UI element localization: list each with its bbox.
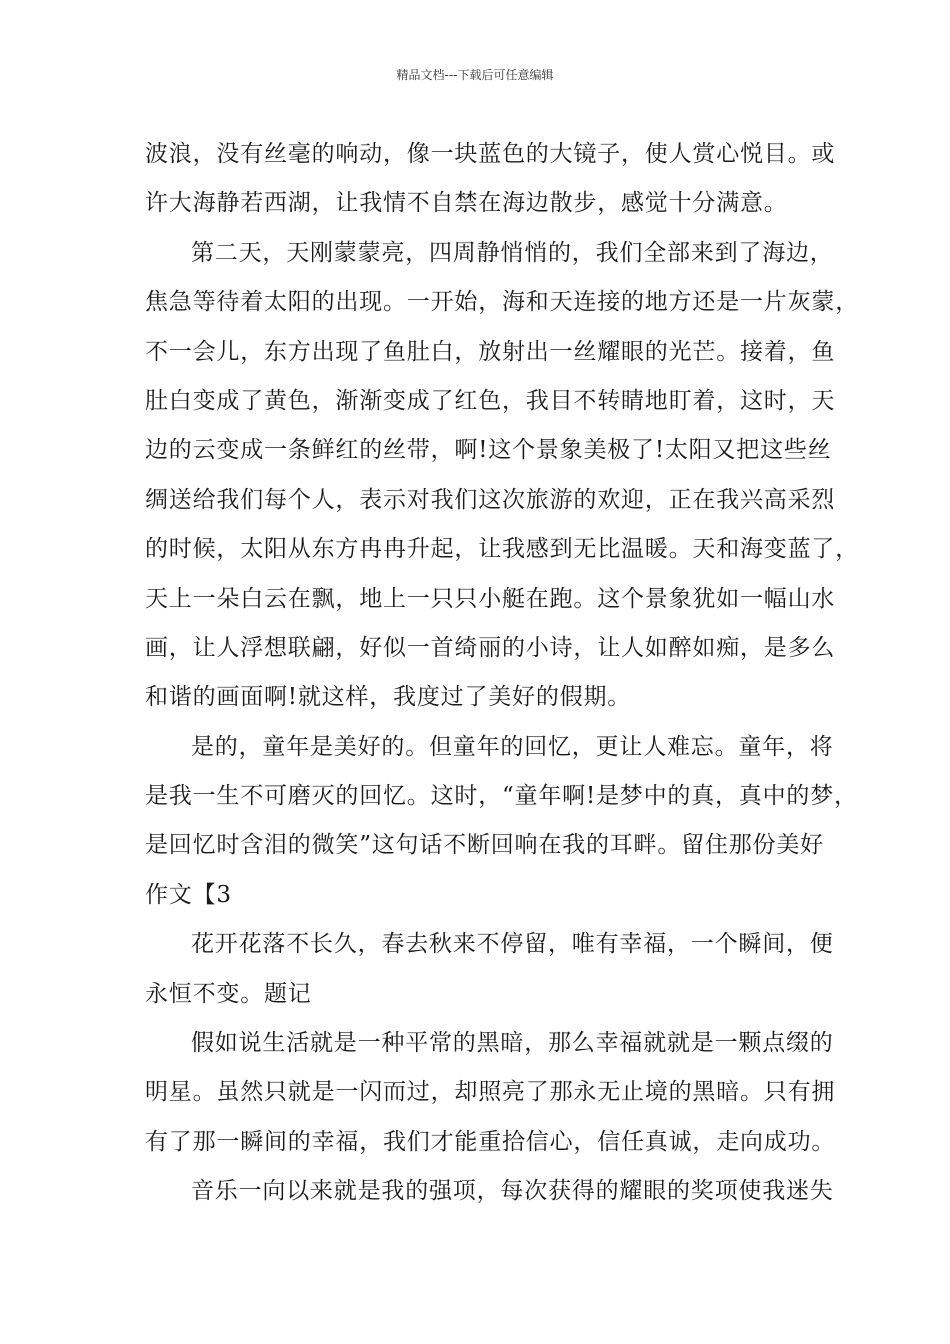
- text-line: 音乐一向以来就是我的强项，每次获得的耀眼的奖项使我迷失: [191, 1178, 834, 1205]
- text-line: 天上一朵白云在飘，地上一只只小艇在跑。这个景象犹如一幅山水: [145, 585, 836, 612]
- text-line: 绸送给我们每个人，表示对我们这次旅游的欢迎，正在我兴高采烈: [145, 486, 836, 513]
- text-line: 和谐的画面啊!就这样，我度过了美好的假期。: [145, 684, 632, 711]
- text-line: 边的云变成一条鲜红的丝带，啊!这个景象美极了!太阳又把这些丝: [145, 437, 832, 464]
- text-line: 作文【3: [145, 881, 232, 908]
- text-line: 第二天，天刚蒙蒙亮，四周静悄悄的，我们全部来到了海边，: [191, 239, 834, 266]
- text-line: 假如说生活就是一种平常的黑暗，那么幸福就就是一颗点缀的: [191, 1030, 834, 1057]
- text-line: 肚白变成了黄色，渐渐变成了红色，我目不转睛地盯着，这时，天: [145, 387, 836, 414]
- text-line: 明星。虽然只就是一闪而过，却照亮了那永无止境的黑暗。只有拥: [145, 1079, 836, 1106]
- page-header: 精品文档---下载后可任意编辑: [396, 68, 554, 82]
- text-line: 花开花落不长久，春去秋来不停留，唯有幸福，一个瞬间，便: [191, 931, 834, 958]
- text-line: 是回忆时含泪的微笑”这句话不断回响在我的耳畔。留住那份美好: [145, 832, 824, 859]
- text-line: 波浪，没有丝毫的响动，像一块蓝色的大镜子，使人赏心悦目。或: [145, 141, 836, 167]
- text-line: 画，让人浮想联翩，好似一首绮丽的小诗，让人如醉如痴，是多么: [145, 634, 836, 661]
- text-line: 焦急等待着太阳的出现。一开始，海和天连接的地方还是一片灰蒙，: [145, 289, 859, 316]
- document-body: [145, 130, 859, 1217]
- text-line: 的时候，太阳从东方冉冉升起，让我感到无比温暖。天和海变蓝了，: [145, 536, 859, 563]
- text-line: 是的，童年是美好的。但童年的回忆，更让人难忘。童年，将: [191, 733, 834, 760]
- text-line: 永恒不变。题记: [145, 980, 312, 1007]
- text-line: 有了那一瞬间的幸福，我们才能重拾信心，信任真诚，走向成功。: [145, 1128, 836, 1155]
- text-line: 不一会儿，东方出现了鱼肚白，放射出一丝耀眼的光芒。接着，鱼: [145, 338, 836, 365]
- text-line: 许大海静若西湖，让我情不自禁在海边散步，感觉十分满意。: [145, 190, 788, 217]
- text-line: 是我一生不可磨灭的回忆。这时，“童年啊!是梦中的真，真中的梦，: [145, 783, 858, 810]
